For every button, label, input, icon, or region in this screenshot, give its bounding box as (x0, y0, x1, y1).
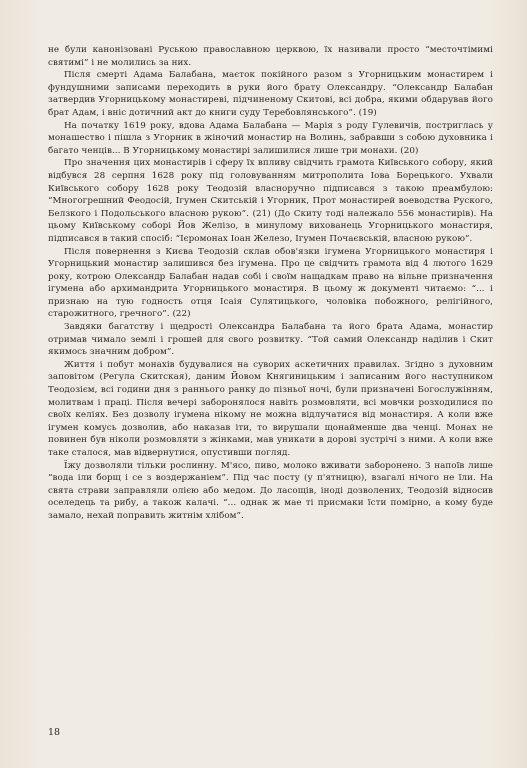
paragraph-return-from-kyiv: Після повернення з Києва Теодозій склав обов'язки ігумена Угорницького монастиря і Угорницький монастир залишився без ігумена. Про це свідчить грамота від 4 лютого 1629 року, котрою Олександр Балабан надав собі і своїм нащадкам право на вільне призначення ігумена або архимандрита Угорницького монастиря. В цьому ж документі читаємо: “... і признаю на тую годность отця Ісаія Сулятицького, чоловіка побожного, релігійного, старожитного, гречного”. (22) (48, 246, 493, 320)
paragraph-generosity: Завдяки багатству і щедрості Олександра Балабана та його брата Адама, монастир отримав чимало землі і грошей для свого розвитку. “Той самий Олександр наділив і Скит якимось значним добром”. (48, 322, 493, 358)
page-number: 18 (48, 727, 61, 738)
paragraph-continuation: не були канонізовані Руською православною церквою, їх називали просто “месточтімимі святимі” і не молились за них. (48, 45, 493, 68)
paragraph-kyiv-council: Про значення цих монастирів і сферу їх впливу свідчить грамота Київського собору, який відбувся 28 серпня 1628 року під головуванням митрополита Іова Борецького. Ухвали Київського собору 1628 року Теодозій власноручно підписався з такою преамбулою: “Многогрешний Феодосій, Ігумен Скитській і Угорник, Прот монастирей воеводства Руского, Белзкого і Подольського власною рукою”. (21) (До Скиту тоді належало 556 монастирів). На цьому Київському соборі Йов Желізо, в минулому вихованець Угорницького монастиря, підписався в такий спосіб: “Ієромонах Іоан Железо, Ігумен Почаєвській, власною рукою”. (48, 158, 493, 244)
paragraph-balaban-inheritance: Після смерті Адама Балабана, маєток покійного разом з Угорницьким монастирем і фундушними записами переходить в руки його брату Олександру. “Олександр Балабан затвердив Угорницькому монастиреві, підчиненому Скитові, всі добра, якими обдарував його брат Адам, і вніс дотичний акт до книги суду Теребовлянського”. (19) (48, 70, 493, 118)
paragraph-food-rules: Їжу дозволяли тільки рослинну. М'ясо, пиво, молоко вживати заборонено. З напоїв лише “вода іли борщ і се з воздержаніем”. Під час посту (у п'ятницю), взагалі нічого не їли. На свята страви заправляли олією або медом. До ласощів, іноді дозволених, Теодозій відносив оселедець та рибу, а також калачі. “... однак ж мае ті присмаки їсти помірно, а кому буде замало, нехай поправить житнім хлібом”. (48, 460, 493, 521)
paragraph-monastic-life: Життя і побут монахів будувалися на суворих аскетичних правилах. Згідно з духовним заповітом (Регула Скитская), даним Йовом Княгиницьким і записаним його наступником Теодозієм, всі години дня з раннього ранку до пізньої ночі, були призначені Богослужінням, молитвам і праці. Після вечері заборонялося навіть розмовляти, всі мовчки розходилися по своїх келіях. Без дозволу ігумена нікому не можна відлучатися від монастиря. А коли вже ігумен комусь дозволив, або наказав іти, то вирушали щонайменше два ченці. Монах не повинен був ніколи розмовляти з жінками, мав уникати в дорові зустрічі з ними. А коли вже таке сталося, мав відвернутися, опустивши погляд. (48, 359, 493, 458)
paragraph-widow-maria: На початку 1619 року, вдова Адама Балабана — Марія з роду Гулевичів, постриглась у монашество і пішла з Угорник в жіночий монастир на Волинь, забравши з собою духовника і багато ченців... В Угорницькому монастирі залишилися лише три монахи. (20) (48, 120, 493, 156)
text-body (48, 44, 493, 523)
